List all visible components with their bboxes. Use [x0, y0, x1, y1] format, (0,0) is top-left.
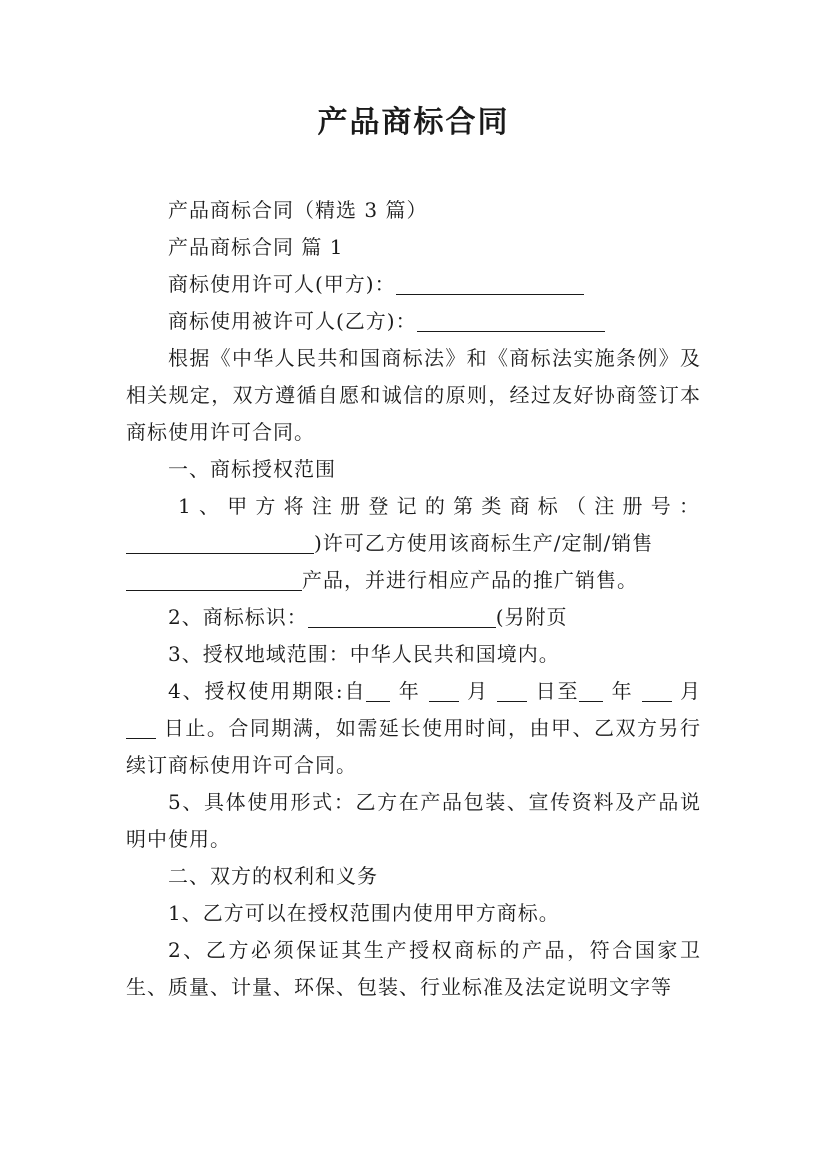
clause-1-1-mid: )许可乙方使用该商标生产/定制/销售: [314, 531, 654, 555]
clause-1-5: 5、具体使用形式：乙方在产品包装、宣传资料及产品说明中使用。: [126, 790, 701, 851]
year-text: 年: [398, 679, 421, 703]
licensee-line: [126, 303, 701, 340]
clause-1-1-mid-line: [126, 525, 701, 562]
start-year-blank: [366, 677, 390, 702]
section-heading: 产品商标合同 篇 1: [168, 235, 344, 259]
product-blank: [126, 566, 302, 591]
clause-1-1-end: 产品，并进行相应产品的推广销售。: [302, 568, 638, 592]
end-year-blank: [579, 677, 603, 702]
subtitle: 产品商标合同（精选 3 篇）: [168, 198, 428, 222]
licensee-label: 商标使用被许可人(乙方)：: [168, 309, 417, 333]
clause-2-1: 1、乙方可以在授权范围内使用甲方商标。: [168, 901, 560, 925]
clause-1-2-line: [126, 599, 701, 636]
document-title: 产品商标合同: [317, 105, 510, 140]
clause-1-2-end: (另附页: [495, 605, 568, 629]
day-end-text: 日止。合同期满，如需延长使用时间，由甲、乙双方另行续订商标使用许可合同。: [126, 716, 702, 777]
end-month-text: 月: [680, 679, 702, 703]
document-body: [126, 192, 701, 1006]
licensee-blank: [417, 307, 605, 332]
registration-number-blank: [126, 529, 314, 554]
start-month-blank: [429, 677, 459, 702]
licensor-label: 商标使用许可人(甲方)：: [168, 272, 396, 296]
clause-1-1-end-line: [126, 562, 701, 599]
clause-1-4-label: 4、授权使用期限:: [168, 679, 344, 703]
trademark-mark-blank: [308, 603, 496, 628]
month-text: 月: [467, 679, 490, 703]
clause-2-2: 2、乙方必须保证其生产授权商标的产品，符合国家卫生、质量、计量、环保、包装、行业标准及法定说明文字等: [126, 938, 701, 999]
from-text: 自: [343, 679, 367, 703]
clause-1-1-start: 1、甲方将注册登记的第类商标（注册号：: [178, 494, 701, 518]
part2-heading: 二、双方的权利和义务: [168, 864, 378, 888]
clause-1-3: 3、授权地域范围：中华人民共和国境内。: [168, 642, 560, 666]
end-day-blank: [126, 714, 156, 739]
licensor-line: [126, 266, 701, 303]
part1-heading: 一、商标授权范围: [168, 457, 336, 481]
intro-paragraph: 根据《中华人民共和国商标法》和《商标法实施条例》及相关规定，双方遵循自愿和诚信的原则，经过友好协商签订本商标使用许可合同。: [126, 346, 701, 444]
end-year-text: 年: [611, 679, 634, 703]
start-day-blank: [497, 677, 527, 702]
licensor-blank: [396, 270, 584, 295]
end-month-blank: [642, 677, 672, 702]
clause-1-4-paragraph: [126, 673, 701, 784]
day-to-text: 日至: [535, 679, 580, 703]
clause-1-2-label: 2、商标标识：: [168, 605, 308, 629]
